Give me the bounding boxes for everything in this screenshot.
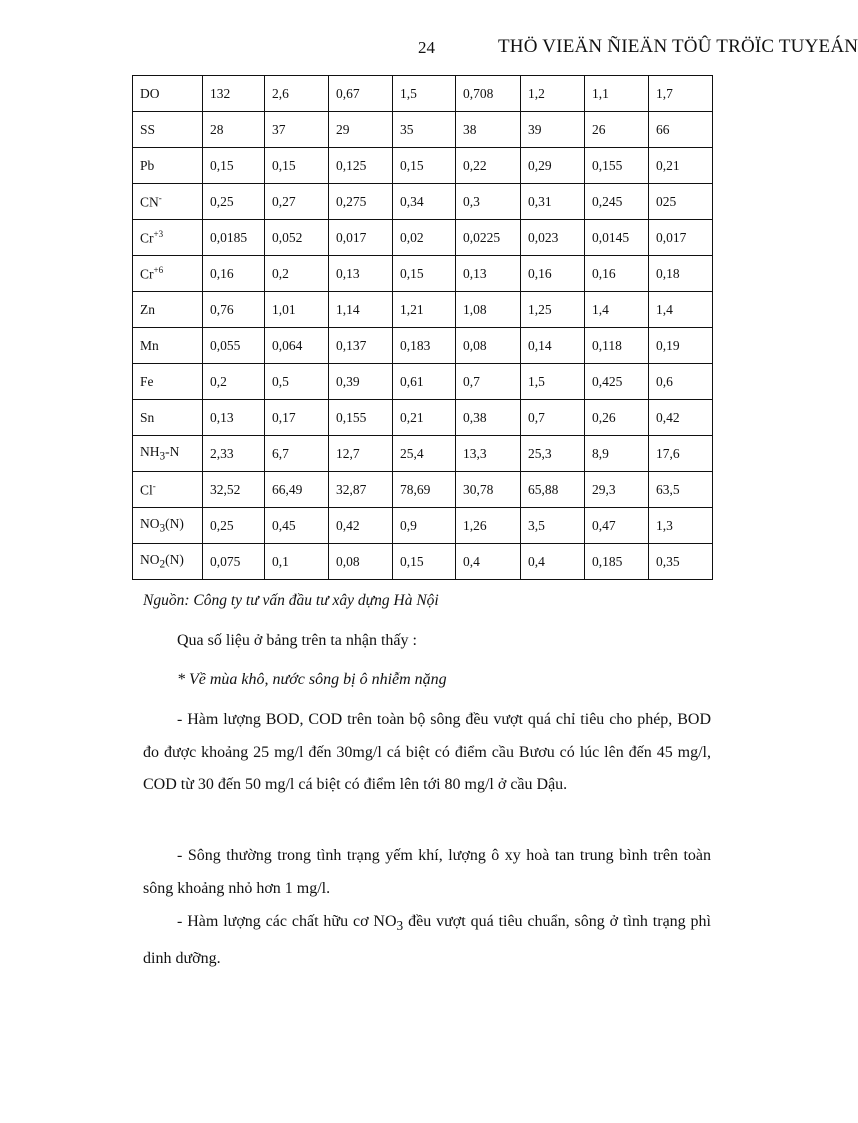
table-cell: 0,275 [329, 184, 393, 220]
table-cell: 0,0225 [456, 220, 521, 256]
table-cell: 25,4 [393, 436, 456, 472]
table-cell: 0,5 [265, 364, 329, 400]
table-cell: 12,7 [329, 436, 393, 472]
table-cell: 0,6 [649, 364, 713, 400]
parameter-label [133, 436, 203, 472]
table-cell: 0,16 [585, 256, 649, 292]
parameter-symbol: Fe [140, 373, 154, 389]
table-row [133, 472, 713, 508]
parameter-symbol: Cr [140, 266, 154, 282]
running-header: THÖ VIEÄN ÑIEÄN TÖÛ TRÖÏC TUYEÁN [498, 36, 858, 57]
table-cell: 0,125 [329, 148, 393, 184]
table-cell: 0,9 [393, 508, 456, 544]
table-cell: 0,26 [585, 400, 649, 436]
table-cell: 0,76 [203, 292, 265, 328]
table-cell: 0,21 [649, 148, 713, 184]
parameter-label [133, 184, 203, 220]
table-cell: 0,22 [456, 148, 521, 184]
table-cell: 1,01 [265, 292, 329, 328]
table-cell: 0,35 [649, 544, 713, 580]
parameter-label [133, 472, 203, 508]
parameter-superscript: - [158, 192, 162, 203]
table-row [133, 220, 713, 256]
table-cell: 26 [585, 112, 649, 148]
parameter-suffix: (N) [165, 516, 184, 532]
table-cell: 3,5 [521, 508, 585, 544]
parameter-symbol: Sn [140, 409, 155, 425]
table-cell: 0,185 [585, 544, 649, 580]
table-cell: 0,17 [265, 400, 329, 436]
table-cell: 66 [649, 112, 713, 148]
table-cell: 0,15 [393, 148, 456, 184]
table-cell: 1,3 [649, 508, 713, 544]
paragraph-bod-cod: - Hàm lượng BOD, COD trên toàn bộ sông đều vượt quá chỉ tiêu cho phép, BOD đo được khoảng 25 mg/l đến 30mg/l cá biệt có điểm cầu Bươu có lúc lên đến 45 mg/l, COD từ 30 đến 50 mg/l cá biệt có điểm lên tới 80 mg/l ở cầu Dậu. [143, 711, 711, 793]
parameter-superscript: +6 [153, 264, 164, 275]
table-cell: 1,4 [649, 292, 713, 328]
table-cell: 0,18 [649, 256, 713, 292]
table-cell: 1,5 [521, 364, 585, 400]
table-cell: 0,14 [521, 328, 585, 364]
parameter-symbol: NO [140, 552, 160, 568]
parameter-label [133, 328, 203, 364]
table-cell: 0,08 [329, 544, 393, 580]
page-number: 24 [418, 38, 435, 57]
table-row [133, 544, 713, 580]
table-cell: 1,25 [521, 292, 585, 328]
table-cell: 0,137 [329, 328, 393, 364]
table-cell: 0,183 [393, 328, 456, 364]
table-cell: 8,9 [585, 436, 649, 472]
parameter-symbol: Zn [140, 301, 155, 317]
table-row [133, 256, 713, 292]
table-cell: 0,2 [265, 256, 329, 292]
table-cell: 0,25 [203, 508, 265, 544]
table-row [133, 328, 713, 364]
table-cell: 0,15 [393, 544, 456, 580]
parameter-label [133, 148, 203, 184]
table-row [133, 292, 713, 328]
parameter-symbol: Mn [140, 337, 159, 353]
organic-text-end: đều vượt quá tiêu chuẩn, sông ở tình trạng phì dinh dưỡng. [143, 913, 711, 967]
table-cell: 0,7 [456, 364, 521, 400]
table-cell: 0,075 [203, 544, 265, 580]
parameter-label [133, 400, 203, 436]
table-cell: 1,4 [585, 292, 649, 328]
table-cell: 0,155 [585, 148, 649, 184]
table-source-note: Nguồn: Công ty tư vấn đầu tư xây dựng Hà Nội [143, 592, 439, 609]
table-cell: 0,0145 [585, 220, 649, 256]
parameter-symbol: Pb [140, 157, 155, 173]
table-row [133, 508, 713, 544]
table-cell: 32,52 [203, 472, 265, 508]
table-row [133, 184, 713, 220]
table-cell: 0,118 [585, 328, 649, 364]
table-cell: 1,7 [649, 76, 713, 112]
parameter-subscript: 2 [159, 558, 166, 571]
table-cell: 1,2 [521, 76, 585, 112]
table-cell: 0,0185 [203, 220, 265, 256]
table-cell: 0,052 [265, 220, 329, 256]
table-cell: 0,08 [456, 328, 521, 364]
parameter-label [133, 544, 203, 580]
table-cell: 0,017 [649, 220, 713, 256]
table-cell: 0,39 [329, 364, 393, 400]
table-cell: 0,708 [456, 76, 521, 112]
table-cell: 0,19 [649, 328, 713, 364]
table-cell: 29 [329, 112, 393, 148]
parameter-symbol: DO [140, 85, 160, 101]
table-row [133, 436, 713, 472]
table-row [133, 364, 713, 400]
parameter-symbol: Cl [140, 482, 153, 498]
table-cell: 28 [203, 112, 265, 148]
table-cell: 0,425 [585, 364, 649, 400]
table-cell: 63,5 [649, 472, 713, 508]
table-cell: 0,055 [203, 328, 265, 364]
table-row [133, 112, 713, 148]
table-cell: 1,26 [456, 508, 521, 544]
table-cell: 1,5 [393, 76, 456, 112]
table-cell: 0,67 [329, 76, 393, 112]
table-cell: 37 [265, 112, 329, 148]
table-cell: 0,38 [456, 400, 521, 436]
paragraph-oxygen: - Sông thường trong tình trạng yếm khí, lượng ô xy hoà tan trung bình trên toàn sông khoảng nhỏ hơn 1 mg/l. [143, 847, 711, 897]
parameter-superscript: +3 [153, 228, 164, 239]
table-cell: 1,08 [456, 292, 521, 328]
table-cell: 0,31 [521, 184, 585, 220]
table-cell: 0,16 [521, 256, 585, 292]
table-cell: 38 [456, 112, 521, 148]
organic-subscript: 3 [396, 918, 404, 934]
parameter-subscript: 3 [159, 522, 166, 535]
table-cell: 0,017 [329, 220, 393, 256]
parameter-label [133, 112, 203, 148]
table-cell: 0,16 [203, 256, 265, 292]
table-cell: 30,78 [456, 472, 521, 508]
parameter-symbol: Cr [140, 230, 154, 246]
parameter-label [133, 256, 203, 292]
parameter-symbol: SS [140, 121, 156, 137]
parameter-label [133, 292, 203, 328]
parameter-symbol: NH [140, 444, 160, 460]
table-cell: 13,3 [456, 436, 521, 472]
table-cell: 25,3 [521, 436, 585, 472]
parameter-label [133, 364, 203, 400]
table-cell: 66,49 [265, 472, 329, 508]
parameter-label [133, 508, 203, 544]
table-row [133, 400, 713, 436]
table-cell: 0,4 [456, 544, 521, 580]
table-cell: 0,064 [265, 328, 329, 364]
table-cell: 0,47 [585, 508, 649, 544]
organic-text-start: - Hàm lượng các chất hữu cơ NO [177, 913, 397, 930]
table-cell: 2,33 [203, 436, 265, 472]
table-cell: 0,42 [649, 400, 713, 436]
table-cell: 0,023 [521, 220, 585, 256]
table-cell: 0,27 [265, 184, 329, 220]
table-cell: 0,3 [456, 184, 521, 220]
table-cell: 1,14 [329, 292, 393, 328]
parameter-symbol: CN [140, 194, 159, 210]
table-cell: 0,21 [393, 400, 456, 436]
table-cell: 0,02 [393, 220, 456, 256]
intro-paragraph: Qua số liệu ở bảng trên ta nhận thấy : [177, 632, 417, 649]
table-cell: 0,4 [521, 544, 585, 580]
table-cell: 0,155 [329, 400, 393, 436]
table-cell: 78,69 [393, 472, 456, 508]
table-row [133, 76, 713, 112]
table-cell: 132 [203, 76, 265, 112]
table-cell: 1,1 [585, 76, 649, 112]
paragraph-organic [143, 906, 711, 975]
table-cell: 0,15 [265, 148, 329, 184]
table-cell: 0,2 [203, 364, 265, 400]
table-cell: 0,13 [456, 256, 521, 292]
parameter-superscript: - [152, 480, 156, 491]
table-cell: 6,7 [265, 436, 329, 472]
parameter-symbol: NO [140, 516, 160, 532]
table-cell: 35 [393, 112, 456, 148]
table-cell: 0,13 [329, 256, 393, 292]
table-cell: 1,21 [393, 292, 456, 328]
dry-season-heading: * Về mùa khô, nước sông bị ô nhiễm nặng [177, 671, 447, 688]
parameter-subscript: 3 [159, 450, 166, 463]
table-cell: 0,45 [265, 508, 329, 544]
table-cell: 0,15 [393, 256, 456, 292]
parameter-label [133, 76, 203, 112]
pollution-data-table [132, 75, 713, 580]
table-cell: 17,6 [649, 436, 713, 472]
parameter-suffix: (N) [165, 552, 184, 568]
table-cell: 2,6 [265, 76, 329, 112]
table-cell: 0,29 [521, 148, 585, 184]
table-cell: 39 [521, 112, 585, 148]
table-cell: 29,3 [585, 472, 649, 508]
table-cell: 0,42 [329, 508, 393, 544]
table-cell: 0,61 [393, 364, 456, 400]
table-cell: 0,7 [521, 400, 585, 436]
table-cell: 0,15 [203, 148, 265, 184]
table-cell: 0,25 [203, 184, 265, 220]
table-cell: 0,34 [393, 184, 456, 220]
table-cell: 0,13 [203, 400, 265, 436]
table-cell: 0,245 [585, 184, 649, 220]
table-cell: 32,87 [329, 472, 393, 508]
parameter-label [133, 220, 203, 256]
table-cell: 65,88 [521, 472, 585, 508]
table-cell: 025 [649, 184, 713, 220]
table-cell: 0,1 [265, 544, 329, 580]
parameter-suffix: -N [165, 444, 180, 460]
table-row [133, 148, 713, 184]
